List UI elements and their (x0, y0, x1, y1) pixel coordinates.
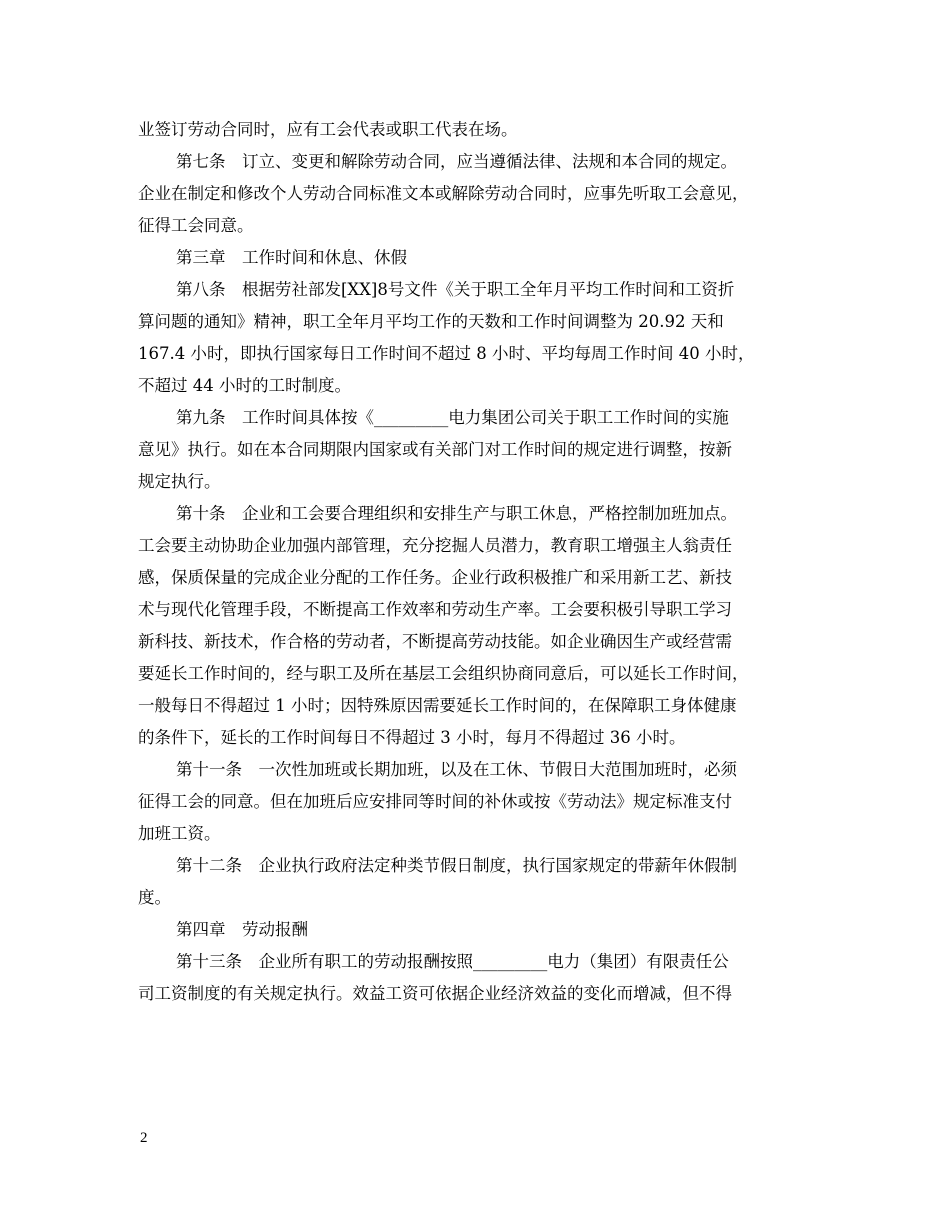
text-line: 工会要主动协助企业加强内部管理，充分挖掘人员潜力，教育职工增强主人翁责任 (138, 536, 732, 555)
text-line: 第十三条 企业所有职工的劳动报酬按照_________电力（集团）有限责任公 (176, 952, 729, 971)
document-body (138, 114, 818, 1010)
page-number: 2 (140, 1130, 148, 1146)
text-line: 不超过 44 小时的工时制度。 (138, 376, 351, 395)
text-line: 第九条 工作时间具体按《_________电力集团公司关于职工工作时间的实施 (176, 408, 729, 427)
text-line: 度。 (138, 888, 171, 907)
text-line: 征得工会的同意。但在加班后应安排同等时间的补休或按《劳动法》规定标准支付 (138, 792, 732, 811)
text-line: 167.4 小时，即执行国家每日工作时间不超过 8 小时、平均每周工作时间 40 小时， (138, 344, 755, 363)
text-line: 第十条 企业和工会要合理组织和安排生产与职工休息，严格控制加班加点。 (176, 504, 737, 523)
text-line: 第三章 工作时间和休息、休假 (176, 248, 407, 267)
text-line: 意见》执行。如在本合同期限内国家或有关部门对工作时间的规定进行调整，按新 (138, 440, 732, 459)
text-line: 要延长工作时间的，经与职工及所在基层工会组织协商同意后，可以延长工作时间， (138, 664, 749, 683)
text-line: 加班工资。 (138, 824, 221, 843)
text-line: 第八条 根据劳社部发[XX]8号文件《关于职工全年月平均工作时间和工资折 (176, 280, 735, 299)
text-line: 新科技、新技术，作合格的劳动者，不断提高劳动技能。如企业确因生产或经营需 (138, 632, 732, 651)
text-line: 第七条 订立、变更和解除劳动合同，应当遵循法律、法规和本合同的规定。 (176, 152, 737, 171)
text-line: 第十二条 企业执行政府法定种类节假日制度，执行国家规定的带薪年休假制 (176, 856, 737, 875)
text-line: 业签订劳动合同时，应有工会代表或职工代表在场。 (138, 120, 518, 139)
text-line: 征得工会同意。 (138, 216, 254, 235)
text-line: 司工资制度的有关规定执行。效益工资可依据企业经济效益的变化而增减，但不得 (138, 984, 732, 1003)
text-line: 术与现代化管理手段，不断提高工作效率和劳动生产率。工会要积极引导职工学习 (138, 600, 732, 619)
text-line: 的条件下，延长的工作时间每日不得超过 3 小时，每月不得超过 36 小时。 (138, 728, 686, 747)
text-line: 一般每日不得超过 1 小时；因特殊原因需要延长工作时间的，在保障职工身体健康 (138, 696, 737, 715)
text-line: 企业在制定和修改个人劳动合同标准文本或解除劳动合同时，应事先听取工会意见， (138, 184, 749, 203)
text-line: 规定执行。 (138, 472, 221, 491)
text-line: 第四章 劳动报酬 (176, 920, 308, 939)
text-line: 第十一条 一次性加班或长期加班，以及在工休、节假日大范围加班时，必须 (176, 760, 737, 779)
text-line: 算问题的通知》精神，职工全年月平均工作的天数和工作时间调整为 20.92 天和 (138, 312, 724, 331)
text-line: 感，保质保量的完成企业分配的工作任务。企业行政积极推广和采用新工艺、新技 (138, 568, 732, 587)
